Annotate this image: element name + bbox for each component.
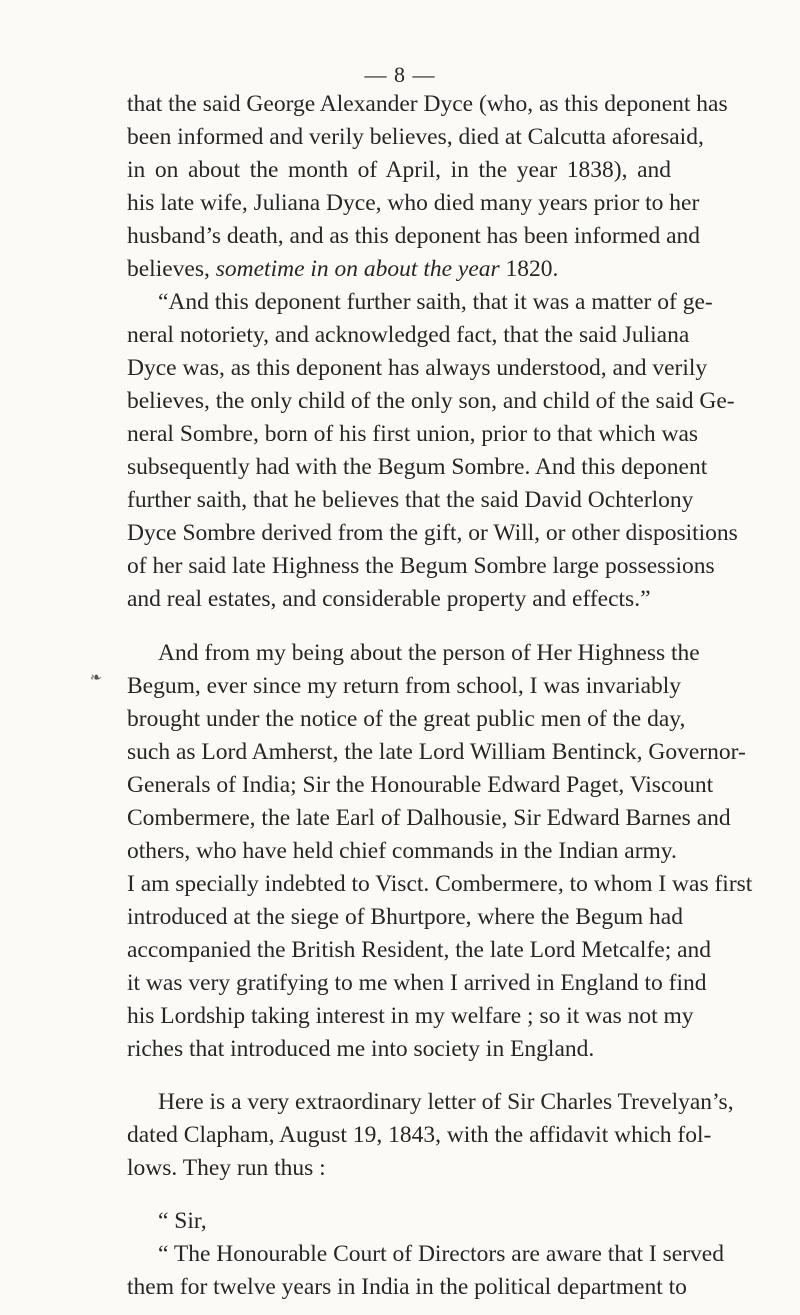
text-line: been informed and verily believes, died at Calcutta aforesaid, xyxy=(127,124,704,150)
text-run: 1820. xyxy=(505,256,559,282)
text-line: further saith, that he believes that the said David Ochterlony xyxy=(127,487,694,513)
text-line: “ The Honourable Court of Directors are aware that I served xyxy=(158,1241,724,1267)
text-line: of her said late Highness the Begum Sombre large possessions xyxy=(127,553,715,579)
text-line: riches that introduced me into society in England. xyxy=(127,1036,595,1062)
text-line: “And this deponent further saith, that it was a matter of ge- xyxy=(158,289,713,315)
text-line: such as Lord Amherst, the late Lord William Bentinck, Governor- xyxy=(127,739,746,765)
text-line: that the said George Alexander Dyce (who, as this deponent has xyxy=(127,91,728,117)
text-line: his late wife, Juliana Dyce, who died many years prior to her xyxy=(127,190,700,216)
text-line: subsequently had with the Begum Sombre. And this deponent xyxy=(127,454,708,480)
text-line: husband’s death, and as this deponent has been informed and xyxy=(127,223,700,249)
text-line: in on about the month of April, in the year 1838), and xyxy=(127,157,671,183)
text-line: them for twelve years in India in the political department to xyxy=(127,1274,687,1300)
text-line: others, who have held chief commands in the Indian army. xyxy=(127,838,677,864)
text-line: And from my being about the person of Her Highness the xyxy=(158,640,700,666)
text-line: it was very gratifying to me when I arrived in England to find xyxy=(127,970,707,996)
text-line: lows. They run thus : xyxy=(127,1155,326,1181)
text-line: I am specially indebted to Visct. Combermere, to whom I was first xyxy=(127,871,753,897)
letter-salutation: “ Sir, xyxy=(158,1208,207,1234)
text-line: believes, the only child of the only son, and child of the said Ge- xyxy=(127,388,735,414)
text-line: introduced at the siege of Bhurtpore, where the Begum had xyxy=(127,904,683,930)
text-line: and real estates, and considerable property and effects.” xyxy=(127,586,651,612)
text-line: neral notoriety, and acknowledged fact, that the said Juliana xyxy=(127,322,690,348)
text-line: Here is a very extraordinary letter of Sir Charles Trevelyan’s, xyxy=(158,1089,734,1115)
margin-mark: ❧ xyxy=(90,671,102,686)
text-line: Generals of India; Sir the Honourable Edward Paget, Viscount xyxy=(127,772,714,798)
page-number: — 8 — xyxy=(364,62,436,87)
text-line: dated Clapham, August 19, 1843, with the affidavit which fol- xyxy=(127,1122,712,1148)
text-line xyxy=(127,253,671,286)
text-line: neral Sombre, born of his first union, prior to that which was xyxy=(127,421,699,447)
text-line: accompanied the British Resident, the late Lord Metcalfe; and xyxy=(127,937,712,963)
text-line: his Lordship taking interest in my welfare ; so it was not my xyxy=(127,1003,694,1029)
text-run: believes, xyxy=(127,256,210,282)
text-line: Combermere, the late Earl of Dalhousie, Sir Edward Barnes and xyxy=(127,805,731,831)
italic-phrase: sometime in on about the year xyxy=(215,256,500,282)
text-line: Begum, ever since my return from school, I was invariably xyxy=(127,673,682,699)
text-line: Dyce Sombre derived from the gift, or Will, or other dispositions xyxy=(127,520,738,546)
text-line: Dyce was, as this deponent has always understood, and verily xyxy=(127,355,708,381)
text-line: brought under the notice of the great public men of the day, xyxy=(127,706,686,732)
